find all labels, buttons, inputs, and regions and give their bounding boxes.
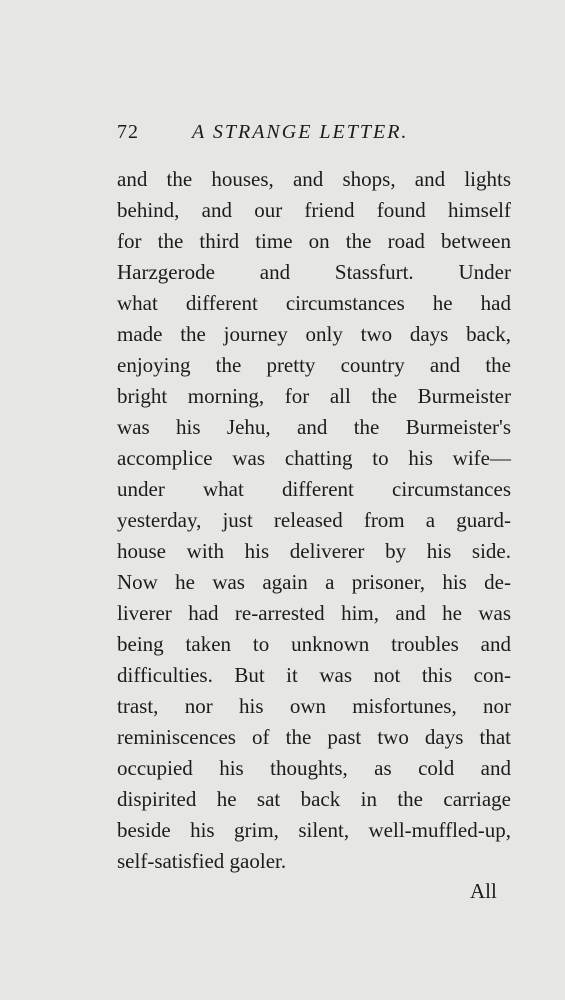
text-line: behind, and our friend found himself bbox=[117, 198, 511, 222]
page-header bbox=[117, 121, 517, 151]
text-line: enjoying the pretty country and the bbox=[117, 353, 511, 377]
text-line: trast, nor his own misfortunes, nor bbox=[117, 694, 511, 718]
text-line: Harzgerode and Stassfurt. Under bbox=[117, 260, 511, 284]
text-line: was his Jehu, and the Burmeister's bbox=[117, 415, 511, 439]
text-line: made the journey only two days back, bbox=[117, 322, 511, 346]
text-line: occupied his thoughts, as cold and bbox=[117, 756, 511, 780]
text-line: liverer had re-arrested him, and he was bbox=[117, 601, 511, 625]
text-line: for the third time on the road between bbox=[117, 229, 511, 253]
text-line: accomplice was chatting to his wife— bbox=[117, 446, 511, 470]
text-line: bright morning, for all the Burmeister bbox=[117, 384, 511, 408]
text-line: reminiscences of the past two days that bbox=[117, 725, 511, 749]
text-line: difficulties. But it was not this con- bbox=[117, 663, 511, 687]
text-line: Now he was again a prisoner, his de- bbox=[117, 570, 511, 594]
text-line: dispirited he sat back in the carriage bbox=[117, 787, 511, 811]
text-line-last: self-satisfied gaoler. bbox=[117, 849, 287, 873]
text-line: and the houses, and shops, and lights bbox=[117, 167, 511, 191]
body-text bbox=[117, 164, 511, 877]
text-line: what different circumstances he had bbox=[117, 291, 511, 315]
text-line: yesterday, just released from a guard- bbox=[117, 508, 511, 532]
text-line: beside his grim, silent, well-muffled-up, bbox=[117, 818, 511, 842]
page-number: 72 bbox=[117, 121, 139, 143]
running-title: A STRANGE LETTER. bbox=[192, 121, 409, 143]
text-line: being taken to unknown troubles and bbox=[117, 632, 511, 656]
text-line: house with his deliverer by his side. bbox=[117, 539, 511, 563]
text-line: under what different circumstances bbox=[117, 477, 511, 501]
catchword: All bbox=[470, 879, 497, 903]
